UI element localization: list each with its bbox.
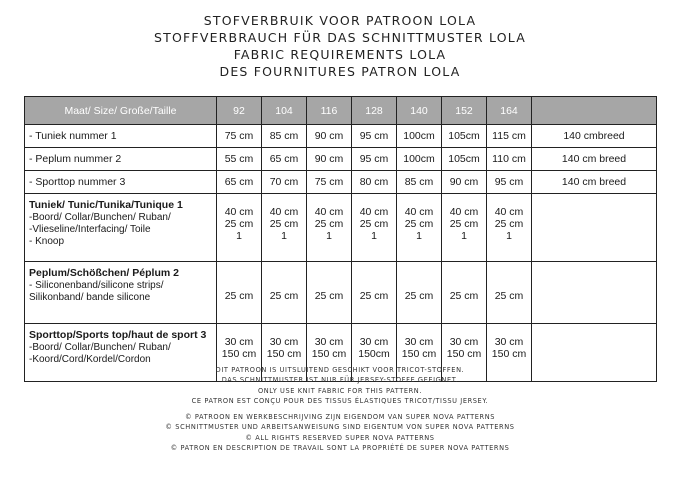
size-value: 90 cm: [442, 171, 487, 194]
title-english: FABRIC REQUIREMENTS LOLA: [233, 47, 447, 62]
size-value-line: 30 cm: [359, 336, 389, 348]
size-value-line: 25 cm: [359, 218, 389, 230]
row-line: -Vlieseline/Interfacing/ Toile: [29, 224, 151, 235]
width-header: [532, 97, 657, 125]
size-value: 95 cm: [352, 125, 397, 148]
size-value: 90 cm: [307, 148, 352, 171]
title-dutch: STOFVERBRUIK VOOR PATROON LOLA: [203, 13, 477, 28]
size-value-line: 150 cm: [491, 348, 527, 360]
size-value-line: 150 cm: [401, 348, 437, 360]
row-title: Peplum/Schößchen/ Péplum 2: [29, 267, 179, 279]
size-value-line: 1: [506, 230, 512, 242]
size-value: [487, 262, 532, 324]
size-value: 90 cm: [307, 125, 352, 148]
size-value-line: 1: [326, 230, 332, 242]
size-value-line: 30 cm: [449, 336, 479, 348]
material-row: [25, 171, 657, 194]
size-value-line: 25 cm: [494, 290, 524, 302]
size-value: 95 cm: [352, 148, 397, 171]
note-line: DIT PATROON IS UITSLUITEND GESCHIKT VOOR TRICOT-STOFFEN.: [215, 366, 465, 374]
size-header: 164: [487, 97, 532, 125]
row-line: -Boord/ Collar/Bunchen/ Ruban/: [29, 212, 171, 223]
size-value: 105cm: [442, 125, 487, 148]
size-value: [442, 194, 487, 262]
fabric-width: 140 cm breed: [532, 148, 657, 171]
size-value: 105cm: [442, 148, 487, 171]
row-label: [25, 194, 217, 262]
copyright-line: © ALL RIGHTS RESERVED SUPER NOVA PATTERNS: [245, 433, 435, 442]
size-value: 110 cm: [487, 148, 532, 171]
size-value: [352, 194, 397, 262]
size-value-line: 25 cm: [269, 290, 299, 302]
row-line: - Knoop: [29, 236, 65, 247]
size-value-line: 30 cm: [404, 336, 434, 348]
size-value: [307, 262, 352, 324]
size-header: 140: [397, 97, 442, 125]
size-header: 104: [262, 97, 307, 125]
size-header: 128: [352, 97, 397, 125]
size-value-line: 150 cm: [221, 348, 257, 360]
size-value-line: 25 cm: [449, 290, 479, 302]
row-line: -Boord/ Collar/Bunchen/ Ruban/: [29, 342, 171, 353]
size-value: 85 cm: [397, 171, 442, 194]
size-value: [397, 262, 442, 324]
size-value-line: 1: [281, 230, 287, 242]
size-value: 115 cm: [487, 125, 532, 148]
material-row: [25, 148, 657, 171]
size-value: [217, 262, 262, 324]
fabric-width: 140 cm breed: [532, 171, 657, 194]
size-value-line: 40 cm: [494, 206, 524, 218]
row-label: - Tuniek nummer 1: [25, 125, 217, 148]
fabric-requirements-table: [24, 96, 657, 382]
size-value: [262, 262, 307, 324]
size-value: 55 cm: [217, 148, 262, 171]
size-value: [397, 194, 442, 262]
size-header: 152: [442, 97, 487, 125]
fabric-width: [532, 262, 657, 324]
copyright-line: © SCHNITTMUSTER UND ARBEITSANWEISUNG SIND EIGENTUM VON SUPER NOVA PATTERNS: [165, 423, 515, 432]
size-value-line: 25 cm: [224, 290, 254, 302]
row-label: [25, 262, 217, 324]
footer-notes: [0, 365, 680, 453]
size-value-line: 150 cm: [266, 348, 302, 360]
size-value: 85 cm: [262, 125, 307, 148]
size-value: 75 cm: [307, 171, 352, 194]
size-value-line: 1: [416, 230, 422, 242]
notion-row: [25, 262, 657, 324]
row-title: Tuniek/ Tunic/Tunika/Tunique 1: [29, 199, 183, 211]
size-value: [442, 262, 487, 324]
size-value-line: 150 cm: [311, 348, 347, 360]
size-value-line: 25 cm: [494, 218, 524, 230]
size-value: 65 cm: [262, 148, 307, 171]
row-label: - Peplum nummer 2: [25, 148, 217, 171]
size-value-line: 40 cm: [404, 206, 434, 218]
size-value-line: 25 cm: [359, 290, 389, 302]
material-row: [25, 125, 657, 148]
size-value-line: 1: [371, 230, 377, 242]
size-value-line: 25 cm: [314, 218, 344, 230]
size-value: [487, 194, 532, 262]
size-value-line: 150cm: [358, 348, 390, 360]
size-value-line: 40 cm: [224, 206, 254, 218]
size-value: [217, 194, 262, 262]
title-french: DES FOURNITURES PATRON LOLA: [219, 64, 461, 79]
size-value: 75 cm: [217, 125, 262, 148]
size-value: 95 cm: [487, 171, 532, 194]
size-value: [262, 194, 307, 262]
size-value-line: 25 cm: [269, 218, 299, 230]
notion-row: [25, 194, 657, 262]
size-header: 116: [307, 97, 352, 125]
title-german: STOFFVERBRAUCH FÜR DAS SCHNITTMUSTER LOLA: [154, 30, 526, 45]
size-value: 80 cm: [352, 171, 397, 194]
size-value-line: 30 cm: [224, 336, 254, 348]
size-value-line: 30 cm: [269, 336, 299, 348]
size-value-line: 25 cm: [404, 290, 434, 302]
row-title: Sporttop/Sports top/haut de sport 3: [29, 329, 207, 341]
fabric-width: [532, 194, 657, 262]
header-row: [25, 97, 657, 125]
size-header-label: Maat/ Size/ Große/Taille: [25, 97, 217, 125]
size-value-line: 1: [461, 230, 467, 242]
size-value-line: 1: [236, 230, 242, 242]
size-value: [307, 194, 352, 262]
size-value-line: 30 cm: [494, 336, 524, 348]
size-header: 92: [217, 97, 262, 125]
size-value-line: 25 cm: [224, 218, 254, 230]
size-value-line: 40 cm: [314, 206, 344, 218]
size-value-line: 40 cm: [359, 206, 389, 218]
size-value: 70 cm: [262, 171, 307, 194]
row-line: Silikonband/ bande silicone: [29, 292, 151, 303]
size-value-line: 25 cm: [314, 290, 344, 302]
size-value: 100cm: [397, 148, 442, 171]
row-label: - Sporttop nummer 3: [25, 171, 217, 194]
size-value-line: 25 cm: [404, 218, 434, 230]
size-value-line: 40 cm: [269, 206, 299, 218]
size-value: [352, 262, 397, 324]
copyright-line: © PATROON EN WERKBESCHRIJVING ZIJN EIGENDOM VAN SUPER NOVA PATTERNS: [184, 413, 496, 422]
copyright-line: © PATRON EN DESCRIPTION DE TRAVAIL SONT LA PROPRIÉTÉ DE SUPER NOVA PATTERNS: [170, 444, 510, 453]
size-value-line: 40 cm: [449, 206, 479, 218]
size-value: 100cm: [397, 125, 442, 148]
row-line: -Koord/Cord/Kordel/Cordon: [29, 354, 151, 365]
note-line: DAS SCHNITTMUSTER IST NUR FÜR JERSEY-STOFFE GEEIGNET.: [221, 376, 459, 385]
title-block: [0, 12, 680, 80]
row-line: - Siliconenband/silicone strips/: [29, 280, 164, 291]
size-value-line: 30 cm: [314, 336, 344, 348]
size-value: 65 cm: [217, 171, 262, 194]
note-line: ONLY USE KNIT FABRIC FOR THIS PATTERN.: [257, 386, 423, 395]
size-value-line: 25 cm: [449, 218, 479, 230]
size-value-line: 150 cm: [446, 348, 482, 360]
fabric-width: 140 cmbreed: [532, 125, 657, 148]
note-line: CE PATRON EST CONÇU POUR DES TISSUS ÉLASTIQUES TRICOT/TISSU JERSEY.: [191, 396, 489, 405]
